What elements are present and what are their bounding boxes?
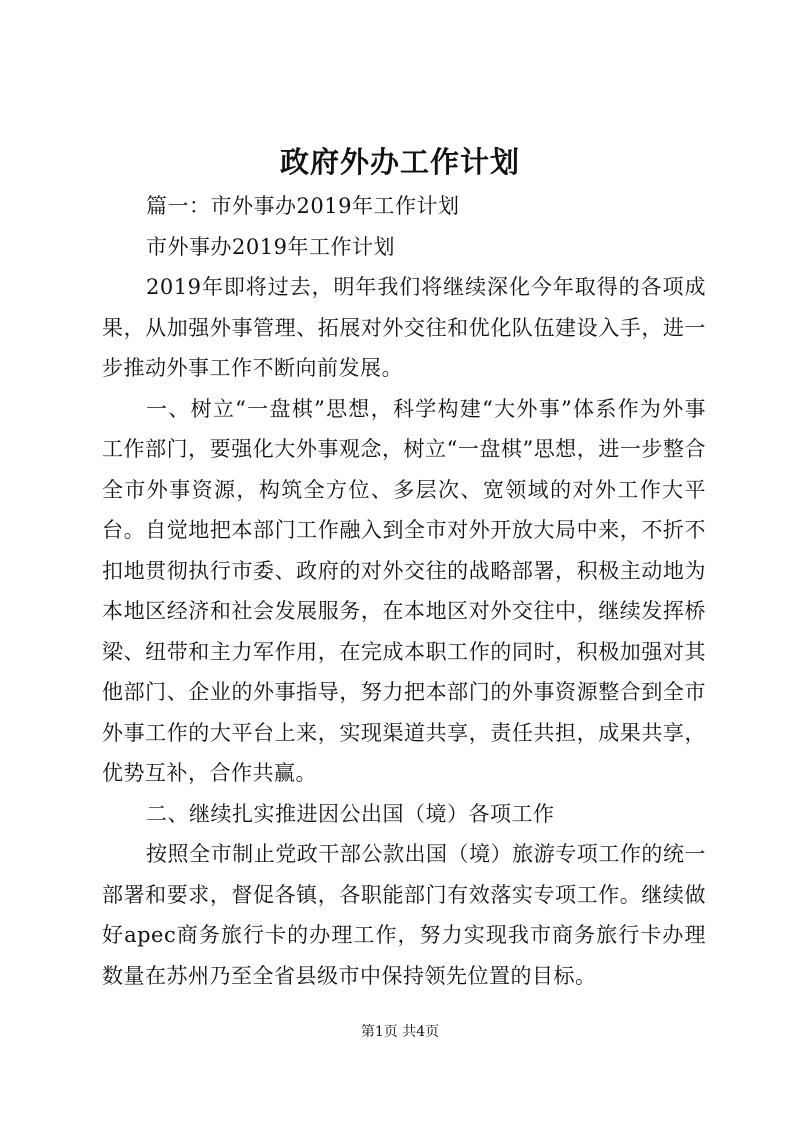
paragraph-point-1: 一、树立“一盘棋”思想，科学构建“大外事”体系作为外事工作部门，要强化大外事观念，树立“一盘棋”思想，进一步整合全市外事资源，构筑全方位、多层次、宽领域的对外工作大平台。自觉地把本部门工作融入到全市对外开放大局中来，不折不扣地贯彻执行市委、政府的对外交往的战略部署，积极主动地为本地区经济和社会发展服务，在本地区对外交往中，继续发挥桥梁、纽带和主力军作用，在完成本职工作的同时，积极加强对其他部门、企业的外事指导，努力把本部门的外事资源整合到全市外事工作的大平台上来，实现渠道共享，责任共担，成果共享，优势互补，合作共赢。 (102, 396, 706, 785)
page-footer: 第1页 共4页 (360, 1024, 440, 1040)
sub-heading: 市外事办2019年工作计划 (146, 234, 395, 259)
paragraph-intro: 2019年即将过去，明年我们将继续深化今年取得的各项成果，从加强外事管理、拓展对外交往和优化队伍建设入手，进一步推动外事工作不断向前发展。 (102, 275, 706, 380)
document-title: 政府外办工作计划 (279, 145, 520, 179)
paragraph-point-2-heading: 二、继续扎实推进因公出国（境）各项工作 (146, 801, 555, 826)
section-heading-1: 篇一：市外事办2019年工作计划 (146, 194, 460, 218)
document-body (102, 186, 706, 996)
paragraph-point-2-body: 按照全市制止党政干部公款出国（境）旅游专项工作的统一部署和要求，督促各镇，各职能部门有效落实专项工作。继续做好apec商务旅行卡的办理工作，努力实现我市商务旅行卡办理数量在苏州乃至全省县级市中保持领先位置的目标。 (102, 842, 706, 988)
